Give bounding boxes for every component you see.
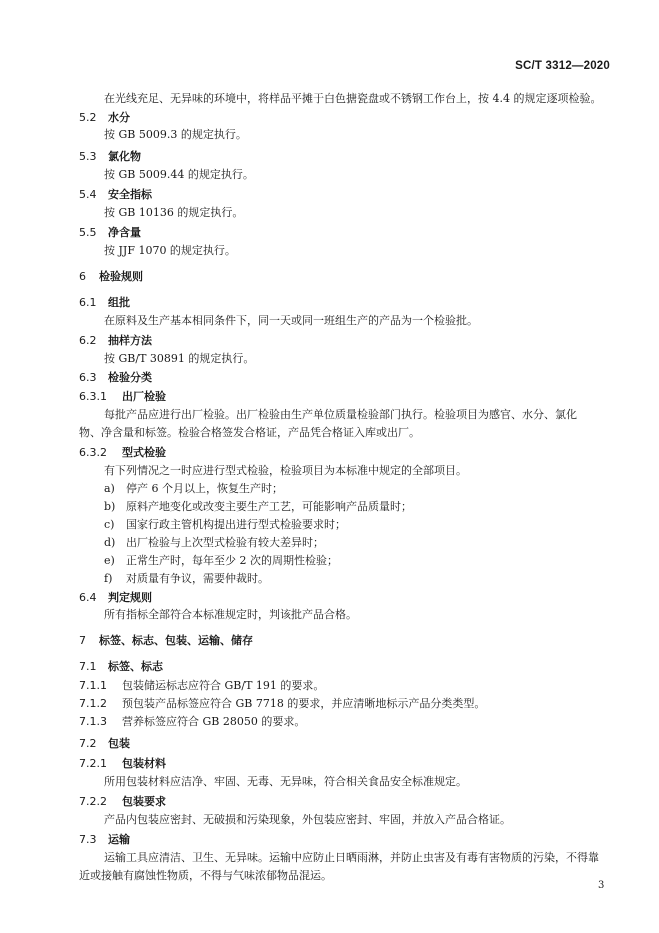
list-item <box>104 482 283 496</box>
list-item-text: 出厂检验与上次型式检验有较大差异时； <box>126 536 324 549</box>
numbered-clause <box>79 679 324 693</box>
section-number: 7.2.1 <box>79 757 107 770</box>
section-number: 7 <box>79 634 86 647</box>
section-number: 6.3.2 <box>79 446 107 459</box>
section-number: 5.4 <box>79 188 97 201</box>
section-heading <box>79 390 166 404</box>
section-heading <box>79 795 166 809</box>
paragraph: 按 GB 5009.3 的规定执行。 <box>104 128 247 141</box>
list-marker: c) <box>104 518 115 531</box>
section-number: 5.2 <box>79 111 97 124</box>
paragraph: 按 GB/T 30891 的规定执行。 <box>104 352 255 365</box>
section-title: 出厂检验 <box>122 390 166 403</box>
paragraph: 按 GB 5009.44 的规定执行。 <box>104 168 254 181</box>
section-heading <box>79 371 152 385</box>
section-heading <box>79 226 141 240</box>
paragraph: 运输工具应清洁、卫生、无异味。运输中应防止日晒雨淋，并防止虫害及有毒有害物质的污染，不得靠 <box>104 851 599 864</box>
section-heading <box>79 111 130 125</box>
section-number: 7.1.1 <box>79 679 107 692</box>
paragraph: 在原料及生产基本相同条件下，同一天或同一班组生产的产品为一个检验批。 <box>104 314 478 327</box>
paragraph-continuation: 近或接触有腐蚀性物质，不得与气味浓郁物品混运。 <box>79 869 332 882</box>
section-number: 6.2 <box>79 334 97 347</box>
paragraph: 按 JJF 1070 的规定执行。 <box>104 244 236 257</box>
section-title: 标签、标志 <box>108 660 163 673</box>
section-title: 抽样方法 <box>108 334 152 347</box>
list-item <box>104 500 412 514</box>
list-item <box>104 518 346 532</box>
section-title: 水分 <box>108 111 130 124</box>
section-heading <box>79 334 152 348</box>
section-heading <box>79 833 130 847</box>
section-number: 7.1.3 <box>79 715 107 728</box>
section-heading <box>79 446 166 460</box>
section-number: 6.1 <box>79 296 97 309</box>
list-item-text: 正常生产时，每年至少 2 次的周期性检验； <box>126 554 338 567</box>
section-title: 检验分类 <box>108 371 152 384</box>
section-number: 5.3 <box>79 150 97 163</box>
paragraph: 产品内包装应密封、无破损和污染现象，外包装应密封、牢固，并放入产品合格证。 <box>104 813 511 826</box>
section-title: 包装 <box>108 737 130 750</box>
section-title: 运输 <box>108 833 130 846</box>
list-marker: b) <box>104 500 116 513</box>
paragraph: 所有指标全部符合本标准规定时，判该批产品合格。 <box>104 608 357 621</box>
section-heading <box>79 270 143 284</box>
list-marker: d) <box>104 536 116 549</box>
list-item-text: 停产 6 个月以上，恢复生产时； <box>126 482 283 495</box>
list-item-text: 对质量有争议，需要仲裁时。 <box>126 572 269 585</box>
list-marker: e) <box>104 554 115 567</box>
paragraph-continuation: 物、净含量和标签。检验合格签发合格证，产品凭合格证入库或出厂。 <box>79 426 420 439</box>
list-marker: f) <box>104 572 113 585</box>
list-item <box>104 554 338 568</box>
clause-text: 预包装产品标签应符合 GB 7718 的要求，并应清晰地标示产品分类类型。 <box>122 697 486 710</box>
page-number: 3 <box>598 880 605 891</box>
paragraph: 所用包装材料应洁净、牢固、无毒、无异味，符合相关食品安全标准规定。 <box>104 775 467 788</box>
numbered-clause <box>79 697 485 711</box>
section-title: 判定规则 <box>108 591 152 604</box>
section-heading <box>79 660 163 674</box>
section-title: 包装材料 <box>122 757 166 770</box>
section-number: 6.3.1 <box>79 390 107 403</box>
numbered-clause <box>79 715 305 729</box>
clause-text: 营养标签应符合 GB 28050 的要求。 <box>122 715 306 728</box>
section-heading <box>79 591 152 605</box>
section-number: 7.1 <box>79 660 97 673</box>
section-title: 氯化物 <box>108 150 141 163</box>
list-item-text: 原料产地变化或改变主要生产工艺，可能影响产品质量时； <box>126 500 412 513</box>
section-number: 7.1.2 <box>79 697 107 710</box>
paragraph: 按 GB 10136 的规定执行。 <box>104 206 244 219</box>
section-number: 6.4 <box>79 591 97 604</box>
section-title: 标签、标志、包装、运输、储存 <box>99 634 253 647</box>
section-heading <box>79 150 141 164</box>
list-item <box>104 572 269 586</box>
paragraph: 在光线充足、无异味的环境中，将样品平摊于白色搪瓷盘或不锈钢工作台上，按 4.4 的规定逐项检验。 <box>104 92 602 105</box>
section-number: 6.3 <box>79 371 97 384</box>
paragraph: 每批产品应进行出厂检验。出厂检验由生产单位质量检验部门执行。检验项目为感官、水分、氯化 <box>104 408 577 421</box>
section-number: 7.2 <box>79 737 97 750</box>
section-number: 7.2.2 <box>79 795 107 808</box>
section-title: 检验规则 <box>99 270 143 283</box>
section-number: 6 <box>79 270 86 283</box>
section-heading <box>79 188 152 202</box>
section-title: 型式检验 <box>122 446 166 459</box>
section-title: 包装要求 <box>122 795 166 808</box>
section-title: 净含量 <box>108 226 141 239</box>
clause-text: 包装储运标志应符合 GB/T 191 的要求。 <box>122 679 325 692</box>
section-title: 组批 <box>108 296 130 309</box>
section-number: 5.5 <box>79 226 97 239</box>
list-item <box>104 536 324 550</box>
document-code: SC/T 3312—2020 <box>515 60 610 72</box>
list-marker: a) <box>104 482 115 495</box>
section-title: 安全指标 <box>108 188 152 201</box>
paragraph: 有下列情况之一时应进行型式检验，检验项目为本标准中规定的全部项目。 <box>104 464 467 477</box>
section-heading <box>79 296 130 310</box>
section-heading <box>79 757 166 771</box>
list-item-text: 国家行政主管机构提出进行型式检验要求时； <box>126 518 346 531</box>
section-number: 7.3 <box>79 833 97 846</box>
section-heading <box>79 737 130 751</box>
section-heading <box>79 634 253 648</box>
